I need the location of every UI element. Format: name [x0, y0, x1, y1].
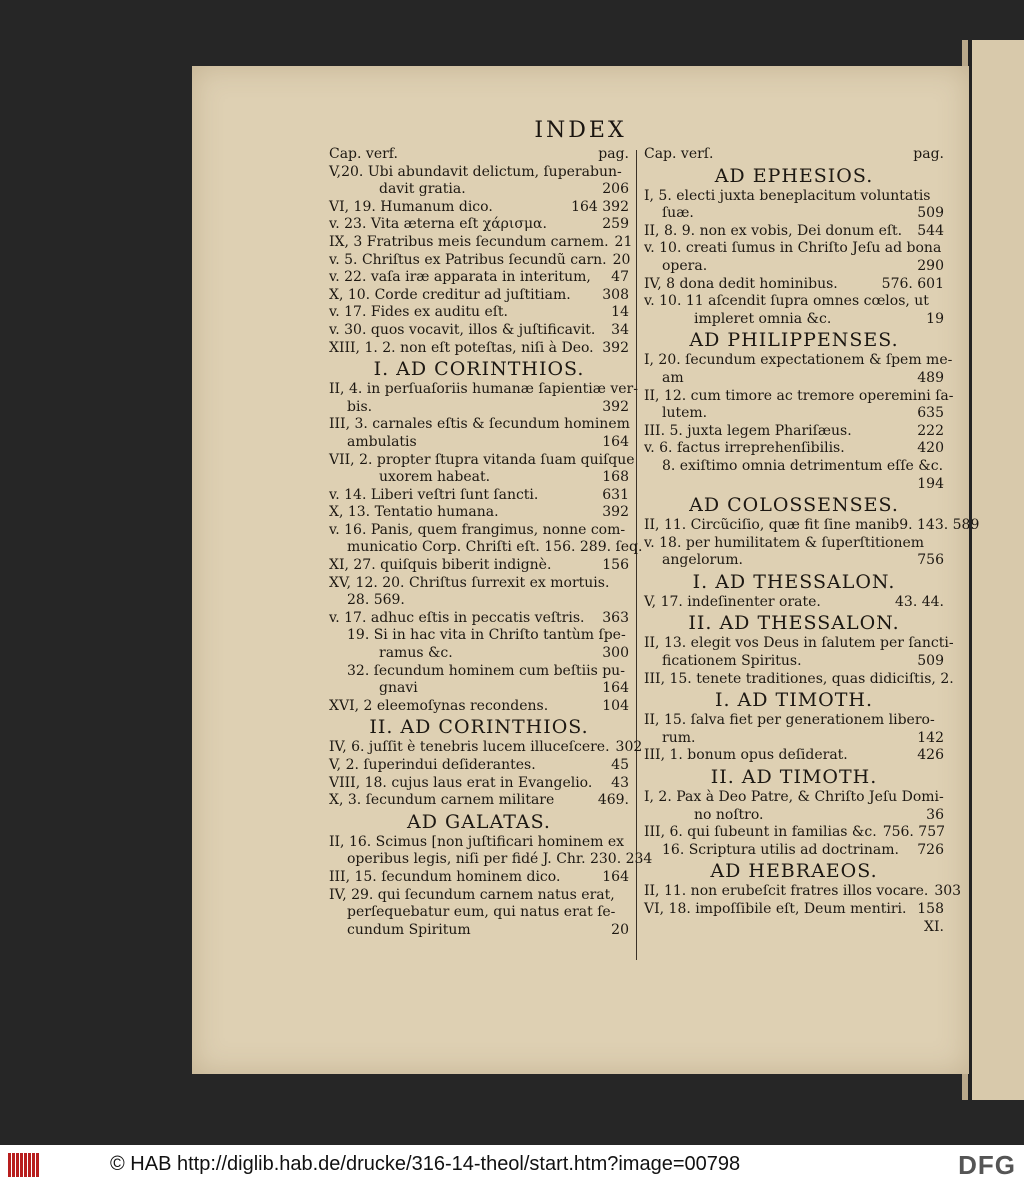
entry-text: III, 15. ſecundum hominem dico. — [329, 868, 561, 885]
index-entry — [329, 887, 629, 905]
index-entry — [329, 522, 629, 540]
entry-text: II, 12. cum timore ac tremore operemini ſa- — [644, 387, 954, 404]
index-entry — [329, 287, 629, 305]
entry-page-ref: 392 — [602, 504, 629, 521]
column-head — [329, 146, 629, 164]
index-entry — [644, 258, 944, 276]
entry-text: v. 14. Liberi veſtri ſunt ſancti. — [329, 486, 539, 503]
index-entry — [329, 304, 629, 322]
index-entry — [329, 575, 629, 593]
entry-text: V, 17. indeſinenter orate. — [644, 593, 821, 610]
entry-text: IV, 29. qui ſecundum carnem natus erat, — [329, 886, 615, 903]
entry-page-ref: 194 — [917, 475, 944, 492]
index-entry — [329, 252, 629, 270]
entry-page-ref: 43. 44. — [895, 593, 944, 610]
index-entry — [329, 663, 629, 681]
section-heading: AD PHILIPPENSES. — [689, 329, 899, 352]
entry-text: am — [662, 369, 684, 386]
entry-text: v. 18. per humilitatem & ſuperſtitionem — [644, 534, 925, 551]
entry-text: V, 2. ſuperindui deſiderantes. — [329, 757, 536, 773]
entry-text: II, 15. ſalva fiet per generationem libero- — [644, 712, 935, 729]
entry-page-ref: 34 — [611, 321, 629, 338]
entry-text: X, 10. Corde creditur ad juſtitiam. — [329, 286, 571, 303]
index-column-left — [329, 146, 653, 939]
book-page — [192, 66, 980, 1074]
entry-text: II, 4. in perſuaſoriis humanæ ſapientiæ ver- — [329, 381, 638, 398]
entry-text: municatio Corp. Chriſti eſt. 156. 289. ſeq. — [347, 539, 643, 556]
entry-text: ramus &c. — [379, 645, 453, 662]
entry-page-ref: 222 — [917, 422, 944, 439]
entry-text: perſequebatur eum, qui natus erat ſe- — [347, 904, 616, 921]
entry-text: XV, 12. 20. Chriſtus ſurrexit ex mortuis. — [329, 574, 610, 591]
entry-page-ref: 420 — [917, 440, 944, 457]
entry-text: v. 6. factus irreprehenſibilis. — [644, 440, 845, 457]
entry-text: II, 13. elegit vos Deus in ſalutem per ſancti- — [644, 635, 954, 652]
entry-page-ref: 45 — [611, 757, 629, 773]
adjacent-page-edge — [962, 40, 1024, 1100]
entry-text: I, 20. ſecundum expectationem & ſpem me- — [644, 352, 953, 369]
entry-text: operibus legis, niſi per fidé J. Chr. 230. 234 — [347, 851, 653, 868]
entry-page-ref: 21 — [614, 233, 633, 250]
entry-text: impleret omnia &c. — [694, 310, 832, 327]
section-heading: AD HEBRAEOS. — [710, 860, 878, 883]
entry-page-ref: 576. 601 — [881, 275, 944, 292]
entry-page-ref: 259 — [602, 216, 629, 233]
index-entry — [644, 712, 944, 730]
entry-text: V,20. Ubi abundavit delictum, ſuperabun- — [329, 163, 622, 180]
entry-page-ref: 308 — [602, 286, 629, 303]
index-entry — [644, 458, 944, 476]
entry-text: ſuæ. — [662, 205, 694, 222]
entry-text: VIII, 18. cujus laus erat in Evangelio. — [329, 774, 593, 791]
index-entry — [644, 807, 944, 825]
section-heading: I. AD TIMOTH. — [714, 689, 874, 712]
section-heading: AD EPHESIOS. — [714, 164, 874, 187]
entry-text: bis. — [347, 398, 373, 415]
index-entry — [329, 434, 629, 452]
entry-page-ref: XI. — [924, 918, 944, 935]
index-entry — [329, 904, 629, 922]
index-entry — [329, 757, 629, 775]
index-entry — [329, 399, 629, 417]
entry-text: angelorum. — [662, 552, 743, 569]
entry-text: IX, 3 Fratribus meis ſecundum carnem. — [329, 233, 609, 250]
entry-text: I, 5. electi juxta beneplacitum voluntatis — [644, 187, 931, 204]
entry-text: 16. Scriptura utilis ad doctrinam. — [662, 841, 899, 858]
index-entry — [644, 883, 962, 901]
index-column-right — [644, 146, 980, 936]
entry-text: IV, 8 dona dedit hominibus. — [644, 275, 838, 292]
entry-page-ref: 631 — [602, 486, 629, 503]
index-entry — [329, 487, 629, 505]
entry-text: VI, 18. impoſſibile eſt, Deum mentiri. — [644, 901, 907, 917]
index-entry — [329, 869, 629, 887]
index-entry — [644, 535, 944, 553]
index-entry — [644, 747, 944, 765]
index-entry — [329, 504, 629, 522]
entry-page-ref: 509 — [917, 653, 944, 670]
entry-page-ref: 509 — [917, 205, 944, 222]
index-entry — [644, 552, 944, 570]
entry-text: XIII, 1. 2. non eſt poteſtas, niſi à Deo. — [329, 339, 594, 356]
entry-page-ref: 300 — [602, 645, 629, 662]
index-entry — [644, 730, 944, 748]
entry-page-ref: 756 — [917, 552, 944, 569]
index-entry — [644, 476, 944, 494]
entry-text: v. 5. Chriſtus ex Patribus ſecundũ carn. — [329, 251, 607, 268]
entry-text: v. 23. Vita æterna eſt χάρισμα. — [329, 216, 547, 233]
entry-text: III, 3. carnales eſtis & ſecundum hominem — [329, 416, 630, 433]
column-head — [644, 146, 944, 164]
entry-text: IV, 6. juſſit è tenebris lucem illuceſcere. — [329, 739, 610, 756]
index-entry — [644, 240, 944, 258]
index-entry — [644, 370, 944, 388]
entry-text: I, 2. Pax à Deo Patre, & Chriſto Jeſu Domi- — [644, 789, 944, 806]
index-entry — [329, 834, 629, 852]
entry-page-ref: 19 — [926, 310, 944, 327]
index-entry — [329, 164, 629, 182]
index-entry — [644, 423, 944, 441]
entry-page-ref: 164 — [602, 868, 629, 885]
index-entry — [329, 181, 629, 199]
entry-text: X, 13. Tentatio humana. — [329, 504, 499, 521]
section-heading: AD COLOSSENSES. — [689, 494, 899, 517]
entry-page-ref: 290 — [917, 257, 944, 274]
entry-page-ref: 726 — [917, 841, 944, 858]
index-entry — [329, 416, 629, 434]
section-heading: I. AD THESSALON. — [692, 570, 896, 593]
entry-page-ref: 156 — [602, 557, 629, 574]
entry-text — [644, 476, 911, 494]
index-entry — [644, 594, 944, 612]
index-entry — [644, 440, 944, 458]
footer-bar — [0, 1145, 1024, 1185]
entry-page-ref: 363 — [602, 609, 629, 626]
section-heading: I. AD CORINTHIOS. — [373, 358, 585, 381]
index-entry — [644, 901, 944, 919]
entry-text — [644, 919, 918, 937]
column-head-label: Cap. verf. — [329, 146, 398, 162]
index-entry — [329, 698, 629, 716]
index-entry — [329, 340, 629, 358]
entry-text: v. 17. adhuc eſtis in peccatis veſtris. — [329, 609, 585, 626]
entry-page-ref: 158 — [917, 901, 944, 917]
index-entry — [644, 919, 944, 937]
index-entry — [329, 645, 629, 663]
entry-text: v. 16. Panis, quem frangimus, nonne com- — [329, 521, 626, 538]
entry-page-ref: 426 — [917, 747, 944, 764]
column-head-label: Cap. verſ. — [644, 146, 714, 162]
entry-text: v. 17. Fides ex auditu eſt. — [329, 304, 509, 321]
entry-text: v. 10. creati ſumus in Chriſto Jeſu ad bona — [644, 240, 942, 257]
entry-text: cundum Spiritum — [347, 921, 471, 938]
copyright-link[interactable]: © HAB http://diglib.hab.de/drucke/316-14-theol/start.htm?image=00798 — [110, 1153, 741, 1175]
entry-text: rum. — [662, 729, 696, 746]
index-entry — [644, 276, 944, 294]
index-entry — [329, 922, 629, 940]
entry-page-ref: 303 — [934, 883, 962, 900]
index-entry — [329, 592, 629, 610]
index-entry — [329, 269, 629, 287]
index-entry — [329, 739, 643, 757]
section-heading: II. AD CORINTHIOS. — [369, 716, 589, 739]
section-heading: II. AD THESSALON. — [688, 612, 900, 635]
entry-page-ref: 469. — [597, 792, 629, 809]
index-entry — [329, 233, 633, 252]
index-entry — [644, 293, 944, 311]
entry-text: X, 3. ſecundum carnem militare — [329, 792, 555, 809]
entry-page-ref: 756. 757 — [882, 824, 946, 841]
entry-page-ref: 392 — [602, 398, 629, 415]
index-entry — [644, 223, 944, 241]
entry-text: II, 11. non erubeſcit fratres illos vocare. — [644, 883, 929, 900]
entry-page-ref: 635 — [917, 405, 944, 422]
entry-text: no noſtro. — [694, 806, 764, 823]
entry-page-ref: 168 — [602, 469, 629, 486]
entry-text: III, 15. tenete traditiones, quas didiciſtis, 2. — [644, 670, 954, 687]
entry-page-ref: 142 — [917, 729, 944, 746]
index-entry — [329, 627, 629, 645]
entry-text: II, 8. 9. non ex vobis, Dei donum eſt. — [644, 222, 903, 239]
entry-text: davit gratia. — [379, 181, 466, 198]
entry-text: v. 22. vaſa iræ apparata in interitum, — [329, 269, 591, 286]
entry-page-ref: 20 — [611, 921, 629, 938]
index-entry — [644, 789, 944, 807]
entry-text: 19. Si in hac vita in Chriſto tantùm ſpe- — [347, 627, 626, 644]
index-entry — [329, 469, 629, 487]
index-entry — [329, 451, 635, 470]
entry-page-ref: 164 — [602, 433, 629, 450]
entry-text: gnavi — [379, 680, 418, 697]
entry-page-ref: 36 — [926, 806, 944, 823]
index-entry — [329, 851, 653, 869]
index-entry — [644, 205, 944, 223]
entry-page-ref: 544 — [917, 222, 944, 239]
index-entry — [329, 539, 643, 557]
index-entry — [644, 517, 980, 535]
index-entry — [329, 610, 629, 628]
entry-text: opera. — [662, 257, 708, 274]
entry-text: VI, 19. Humanum dico. — [329, 198, 493, 215]
entry-text: II, 16. Scimus [non juſtificari hominem ex — [329, 833, 625, 850]
index-entry — [329, 775, 629, 793]
entry-page-ref: 302 — [615, 739, 643, 756]
index-entry — [644, 311, 944, 329]
index-entry — [644, 635, 954, 653]
index-entry — [644, 842, 944, 860]
entry-text: v. 30. quos vocavit, illos & juſtificavit. — [329, 321, 596, 338]
entry-page-ref: 14 — [611, 304, 629, 321]
entry-text: III, 1. bonum opus deſiderat. — [644, 747, 848, 764]
index-entry — [329, 322, 629, 340]
index-entry — [329, 381, 638, 399]
dfg-logo: DFG — [958, 1150, 1016, 1180]
index-entry — [644, 352, 953, 370]
entry-text: 28. 569. — [347, 592, 405, 609]
entry-text: v. 10. 11 aſcendit ſupra omnes cœlos, ut — [644, 293, 929, 310]
index-entry — [644, 188, 944, 206]
entry-page-ref: 164 — [602, 680, 629, 697]
column-head-pag: pag. — [598, 146, 629, 162]
entry-text: lutem. — [662, 405, 708, 422]
section-heading: II. AD TIMOTH. — [710, 766, 878, 789]
entry-page-ref: 104 — [602, 697, 629, 714]
entry-text: III. 5. juxta legem Phariſæus. — [644, 422, 852, 439]
entry-page-ref: 164 392 — [571, 198, 629, 215]
entry-page-ref: 20 — [612, 251, 631, 268]
column-head-pag: pag. — [913, 146, 944, 162]
entry-page-ref: 47 — [611, 269, 629, 286]
index-entry — [329, 216, 629, 234]
index-entry — [644, 670, 954, 689]
entry-text: ficationem Spiritus. — [662, 653, 802, 670]
entry-text: III, 6. qui ſubeunt in familias &c. — [644, 824, 877, 841]
hab-logo-icon — [8, 1153, 48, 1177]
entry-page-ref: 489 — [917, 369, 944, 386]
entry-text: II, 11. Circũciſio, quæ fit ſine manib9. 143. 589 — [644, 517, 980, 534]
index-entry — [329, 557, 629, 575]
index-entry — [329, 680, 629, 698]
index-entry — [329, 792, 629, 810]
section-heading: AD GALATAS. — [407, 810, 551, 833]
entry-page-ref: 392 — [602, 339, 629, 356]
index-entry — [644, 653, 944, 671]
entry-text: 32. ſecundum hominem cum beſtiis pu- — [347, 662, 625, 679]
entry-text: XI, 27. quiſquis biberit indignè. — [329, 557, 552, 574]
entry-text: uxorem habeat. — [379, 469, 491, 486]
entry-text: 8. exiſtimo omnia detrimentum eſſe &c. — [662, 457, 944, 474]
entry-page-ref: 43 — [611, 774, 629, 791]
index-entry — [644, 387, 954, 406]
entry-text: XVI, 2 eleemoſynas recondens. — [329, 697, 549, 714]
index-entry — [644, 405, 944, 423]
entry-page-ref: 206 — [602, 181, 629, 198]
entry-text: ambulatis — [347, 433, 417, 450]
page-title: INDEX — [534, 118, 627, 143]
entry-text: VII, 2. propter ſtupra vitanda ſuam quiſque — [329, 451, 635, 468]
index-entry — [329, 199, 629, 217]
index-entry — [644, 824, 944, 842]
